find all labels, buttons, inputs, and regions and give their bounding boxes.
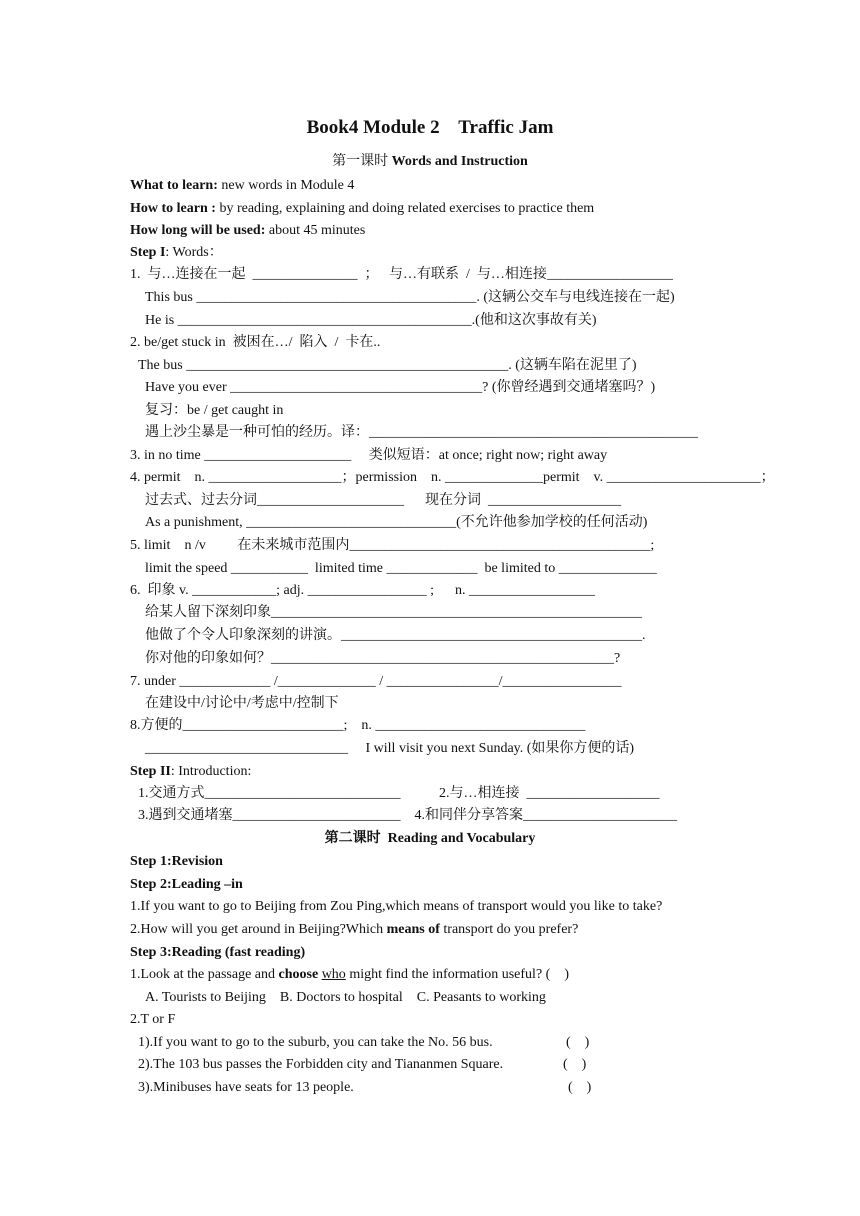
- intro-line: 3.遇到交通堵塞________________________ 4.和同伴分享答案______________________: [138, 808, 677, 823]
- step1-revision: Step 1:Revision: [130, 854, 223, 869]
- howlong-text: about 45 minutes: [265, 223, 366, 238]
- word-line: As a punishment, ______________________________(不允许他参加学校的任何活动): [145, 515, 648, 530]
- rq1-text: 1.Look at the passage and: [130, 967, 279, 982]
- how-label: How to learn :: [130, 201, 216, 216]
- word-line: The bus ______________________________________________. (这辆车陷在泥里了): [138, 358, 637, 373]
- word-line: _____________________________ I will visit you next Sunday. (如果你方便的话): [145, 741, 635, 756]
- word-line: 遇上沙尘暴是一种可怕的经历。译：_______________________________________________: [145, 425, 698, 440]
- how-text: by reading, explaining and doing related exercises to practice them: [215, 201, 595, 216]
- tf-item: 3).Minibuses have seats for 13 people.: [138, 1080, 354, 1095]
- word-line: 5. limit n /v 在未来城市范围内___________________________________________;: [130, 538, 655, 553]
- question-2: [130, 921, 578, 939]
- question-2-end: transport do you prefer?: [439, 922, 579, 937]
- question-1: 1.If you want to go to Beijing from Zou Ping,which means of transport would you like to take?: [130, 899, 663, 914]
- step2-leading: Step 2:Leading –in: [130, 877, 243, 892]
- tf-answer-blank: ( ): [563, 1057, 587, 1072]
- word-line: 他做了个令人印象深刻的讲演。___________________________________________.: [145, 628, 646, 643]
- tf-heading: 2.T or F: [130, 1012, 176, 1027]
- how-to-learn: [130, 200, 594, 218]
- word-line: 你对他的印象如何？_________________________________________________?: [145, 651, 621, 666]
- tf-item: 1).If you want to go to the suburb, you can take the No. 56 bus.: [138, 1035, 493, 1050]
- lesson1-name: Words and Instruction: [391, 154, 528, 169]
- word-line: limit the speed ___________ limited time _____________ be limited to ______________: [145, 561, 657, 576]
- reading-question-1: [130, 966, 569, 984]
- word-line: 1. 与…连接在一起 _______________ ； 与…有联系 / 与…相连接__________________: [130, 267, 673, 282]
- tf-answer-blank: ( ): [566, 1035, 590, 1050]
- word-line: 给某人留下深刻印象_____________________________________________________: [145, 605, 642, 620]
- word-line: 3. in no time _____________________ 类似短语：at once; right now; right away: [130, 448, 608, 463]
- tf-item: 2).The 103 bus passes the Forbidden city and Tiananmen Square.: [138, 1057, 504, 1072]
- tf-answer-blank: ( ): [568, 1080, 592, 1095]
- word-line: 过去式、过去分词_____________________ 现在分词 ___________________: [145, 493, 621, 508]
- rq1-underlined: who: [321, 967, 346, 982]
- question-2-bold: means of: [386, 922, 440, 937]
- rq1-end: might find the information useful? ( ): [345, 967, 569, 982]
- step2-text: : Introduction:: [170, 764, 252, 779]
- what-to-learn: [130, 177, 354, 195]
- lesson2-heading: 第二课时 Reading and Vocabulary: [324, 831, 536, 846]
- word-line: 复习：be / get caught in: [145, 403, 284, 418]
- intro-line: 1.交通方式____________________________ 2.与…相连接 ___________________: [138, 786, 660, 801]
- word-line: 2. be/get stuck in 被困在…/ 陷入 / 卡在..: [130, 335, 381, 350]
- step2-label: Step II: [130, 764, 171, 779]
- howlong-label: How long will be used:: [130, 223, 266, 238]
- word-line: 8.方便的_______________________; n. ______________________________: [130, 718, 586, 733]
- question-2-text: 2.How will you get around in Beijing?Which: [130, 922, 387, 937]
- what-label: What to learn:: [130, 178, 218, 193]
- document-title: Book4 Module 2 Traffic Jam: [306, 117, 554, 138]
- rq1-bold: choose: [278, 967, 319, 982]
- step1-text: : Words：: [165, 245, 223, 260]
- step1-label: Step I: [130, 245, 166, 260]
- answer-options: A. Tourists to Beijing B. Doctors to hospital C. Peasants to working: [145, 990, 546, 1005]
- word-line: 7. under _____________ /______________ / ________________/_________________: [130, 674, 622, 689]
- what-text: new words in Module 4: [217, 178, 355, 193]
- step1-heading: [130, 244, 223, 262]
- lesson1-heading: [0, 153, 860, 171]
- word-line: Have you ever ____________________________________? (你曾经遇到交通堵塞吗？): [145, 380, 656, 395]
- lesson1-prefix: 第一课时: [332, 154, 392, 169]
- how-long: [130, 222, 365, 240]
- word-line: He is __________________________________________.(他和这次事故有关): [145, 313, 597, 328]
- word-line: 在建设中/讨论中/考虑中/控制下: [145, 696, 339, 711]
- word-line: 6. 印象 v. ____________; adj. _________________ ; n. __________________: [130, 583, 595, 598]
- step3-reading: Step 3:Reading (fast reading): [130, 945, 306, 960]
- word-line: 4. permit n. ___________________；permission n. ______________permit v. ______________________；: [130, 470, 775, 485]
- step2-heading: [130, 763, 251, 781]
- word-line: This bus ________________________________________. (这辆公交车与电线连接在一起): [145, 290, 675, 305]
